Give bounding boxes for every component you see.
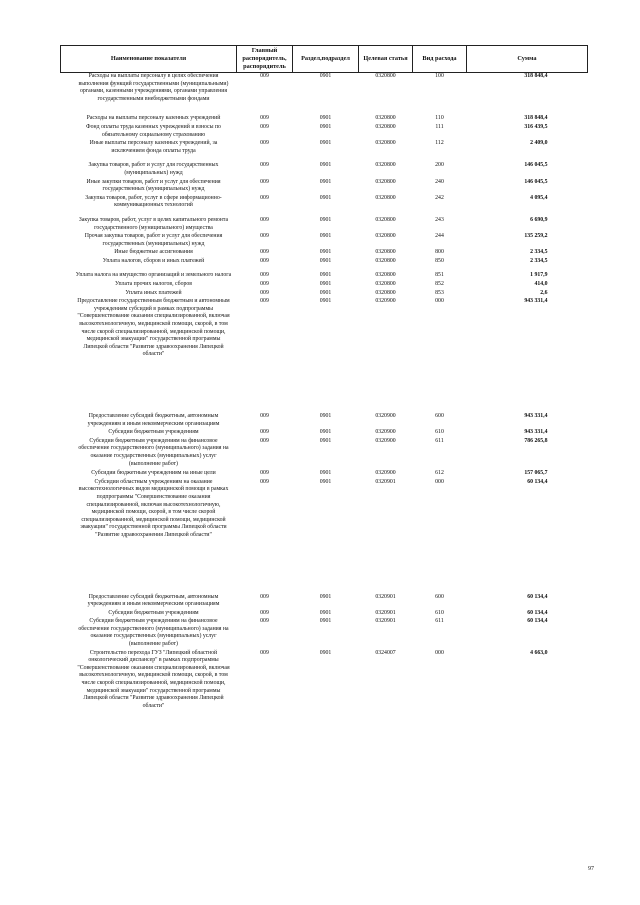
row-name: Иные выплаты персоналу казенных учреждений, за исключением фонда оплаты труда: [89, 140, 218, 154]
row-section: 0901: [319, 478, 332, 485]
row-article: 0320800: [375, 194, 396, 201]
row-sum: 318 848,4: [524, 115, 548, 122]
table-row: [61, 413, 588, 429]
row-grbs: 009: [260, 609, 269, 616]
row-article: 0320901: [375, 593, 396, 600]
row-sum: 943 331,4: [524, 413, 548, 419]
row-article: 0320900: [375, 413, 396, 419]
row-section: 0901: [319, 429, 332, 436]
row-section: 0901: [319, 233, 332, 240]
row-expense-type: 800: [435, 249, 444, 256]
row-grbs: 009: [260, 593, 269, 600]
budget-table: [60, 45, 588, 710]
row-section: 0901: [319, 413, 332, 419]
row-section: 0901: [319, 73, 332, 79]
row-grbs: 009: [260, 257, 269, 264]
row-article: 0320900: [375, 298, 396, 305]
row-article: 0320900: [375, 429, 396, 436]
row-grbs: 009: [260, 272, 269, 279]
header-name: Наименование показателя: [61, 46, 237, 73]
row-sum: 60 134,4: [527, 609, 548, 616]
row-grbs: 009: [260, 216, 269, 223]
row-expense-type: 600: [435, 593, 444, 600]
row-expense-type: 244: [435, 233, 444, 240]
row-expense-type: 611: [435, 618, 444, 625]
row-section: 0901: [319, 289, 332, 296]
table-row: [61, 298, 588, 413]
row-article: 0320901: [375, 609, 396, 616]
row-sum: 60 134,4: [527, 478, 548, 485]
row-name: Прочая закупка товаров, работ и услуг для обеспечения государственных (муниципальных) нужд: [84, 233, 223, 247]
row-expense-type: 851: [435, 272, 444, 279]
table-row: [61, 73, 588, 116]
row-expense-type: 242: [435, 194, 444, 201]
row-grbs: 009: [260, 162, 269, 169]
row-sum: 146 045,5: [524, 162, 548, 169]
row-section: 0901: [319, 115, 332, 122]
row-name: Строительство перехода ГУЗ "Липецкий областной онкологический диспансер" в рамках подпрограммы "Совершенствование оказания специализированной, включая высокотехнологичную, медицинской помощи, скорой, в том числе скорой специализированной, медицинской помощи, медицинской эвакуации" государственной программы Липецкой области "Развитие здравоохранения Липецкой области": [77, 649, 230, 709]
row-sum: 318 848,4: [524, 73, 548, 79]
row-expense-type: 100: [435, 73, 444, 79]
row-expense-type: 200: [435, 162, 444, 169]
row-article: 0320800: [375, 115, 396, 122]
row-expense-type: 110: [435, 115, 444, 122]
row-article: 0320900: [375, 470, 396, 477]
row-article: 0320800: [375, 140, 396, 147]
table-row: [61, 258, 588, 273]
row-grbs: 009: [260, 429, 269, 436]
row-grbs: 009: [260, 123, 269, 130]
row-grbs: 009: [260, 194, 269, 201]
table-row: [61, 124, 588, 140]
row-expense-type: 000: [435, 478, 444, 485]
table-row: [61, 281, 588, 290]
table-row: [61, 290, 588, 299]
table-row: [61, 115, 588, 124]
row-section: 0901: [319, 272, 332, 279]
row-name: Закупка товаров, работ и услуг для государственных (муниципальных) нужд: [88, 162, 219, 176]
row-grbs: 009: [260, 233, 269, 240]
row-expense-type: 240: [435, 178, 444, 185]
row-section: 0901: [319, 593, 332, 600]
row-name: Уплата налогов, сборов и иных платежей: [102, 257, 205, 264]
row-article: 0320900: [375, 437, 396, 444]
row-name: Субсидии бюджетным учреждениям: [108, 429, 199, 436]
row-grbs: 009: [260, 281, 269, 288]
table-row: [61, 429, 588, 438]
row-article: 0320901: [375, 618, 396, 625]
row-expense-type: 610: [435, 609, 444, 616]
row-expense-type: 000: [435, 649, 444, 656]
row-name: Предоставление субсидий бюджетным, автономным учреждениям и иным некоммерческим организациям: [87, 593, 220, 608]
row-sum: 2 334,5: [530, 257, 548, 264]
table-row: [61, 470, 588, 479]
row-section: 0901: [319, 281, 332, 288]
row-sum: 2 334,5: [530, 249, 548, 256]
row-expense-type: 243: [435, 216, 444, 223]
table-row: [61, 233, 588, 249]
row-name: Фонд оплаты труда казенных учреждений и взносы по обязательному социальному страхованию: [86, 123, 221, 138]
row-sum: 2,6: [540, 289, 548, 296]
row-expense-type: 612: [435, 470, 444, 477]
row-name: Субсидии областным учреждениям на оказание высокотехнологичных видов медицинской помощи в рамках подпрограммы "Совершенствование оказания специализированной, включая высокотехнологичную, медицинской помощи, скорой, в том числе скорой специализированной, медицинской помощи, медицинской эвакуации" государственной программы Липецкой области "Развитие здравоохранения Липецкой области": [78, 478, 229, 538]
row-section: 0901: [319, 470, 332, 477]
row-sum: 316 439,5: [524, 123, 548, 130]
table-row: [61, 140, 588, 162]
table-row: [61, 249, 588, 258]
row-sum: 1 917,9: [530, 272, 548, 279]
row-section: 0901: [319, 140, 332, 147]
header-sum: Сумма: [467, 46, 588, 73]
row-name: Субсидии бюджетным учреждениям на иные цели: [91, 470, 216, 477]
row-article: 0320800: [375, 73, 396, 79]
row-grbs: 009: [260, 298, 269, 305]
table-row: [61, 610, 588, 619]
header-expense-type: Вид расхода: [413, 46, 467, 73]
row-sum: 157 065,7: [524, 470, 548, 477]
table-row: [61, 179, 588, 195]
row-name: Иные бюджетные ассигнования: [114, 249, 193, 256]
row-sum: 786 265,8: [524, 437, 548, 444]
row-grbs: 009: [260, 470, 269, 477]
row-grbs: 009: [260, 115, 269, 122]
row-expense-type: 000: [435, 298, 444, 305]
row-grbs: 009: [260, 73, 269, 79]
row-section: 0901: [319, 123, 332, 130]
row-sum: 414,0: [534, 281, 548, 288]
table-row: [61, 438, 588, 470]
header-section: Раздел,подраздел: [293, 46, 359, 73]
row-section: 0901: [319, 216, 332, 223]
row-expense-type: 850: [435, 257, 444, 264]
table-row: [61, 272, 588, 281]
row-name: Иные закупки товаров, работ и услуг для обеспечения государственных (муниципальных) нужд: [86, 178, 221, 193]
row-article: 0320901: [375, 478, 396, 485]
row-grbs: 009: [260, 289, 269, 296]
row-name: Субсидии бюджетным учреждениям на финансовое обеспечение государственного (муниципального) задания на оказание государственных (муниципальных) услуг (выполнение работ): [78, 618, 229, 648]
table-row: [61, 479, 588, 594]
row-section: 0901: [319, 257, 332, 264]
row-article: 0320800: [375, 281, 396, 288]
row-sum: 60 134,4: [527, 593, 548, 600]
row-expense-type: 853: [435, 289, 444, 296]
row-article: 0320800: [375, 178, 396, 185]
row-expense-type: 600: [435, 413, 444, 419]
row-name: Предоставление субсидий бюджетным, автономным учреждениям и иным некоммерческим организациям: [87, 413, 220, 427]
row-article: 0320800: [375, 257, 396, 264]
row-name: Субсидии бюджетным учреждениям: [108, 609, 199, 616]
row-grbs: 009: [260, 478, 269, 485]
table-header-row: [61, 46, 588, 73]
row-sum: 4 663,0: [530, 649, 548, 656]
row-name: Уплата налога на имущество организаций и земельного налога: [75, 272, 232, 279]
row-article: 0320800: [375, 272, 396, 279]
row-section: 0901: [319, 194, 332, 201]
row-name: Закупка товаров, работ, услуг в целях капитального ремонта государственного (муниципального) имущества: [78, 216, 229, 231]
table-row: [61, 217, 588, 233]
table-row: [61, 162, 588, 178]
row-expense-type: 610: [435, 429, 444, 436]
row-sum: 943 331,4: [524, 429, 548, 436]
row-name: Закупка товаров, работ, услуг в сфере информационно-коммуникационных технологий: [85, 194, 222, 209]
row-sum: 135 259,2: [524, 233, 548, 240]
row-expense-type: 852: [435, 281, 444, 288]
header-grbs: Главный распорядитель, распорядитель: [237, 46, 293, 73]
row-section: 0901: [319, 437, 332, 444]
row-name: Уплата прочих налогов, сборов: [114, 281, 193, 288]
table-row: [61, 594, 588, 610]
table-row: [61, 195, 588, 217]
row-name: Уплата иных платежей: [125, 289, 182, 296]
table-row: [61, 618, 588, 649]
row-name: Субсидии бюджетным учреждениям на финансовое обеспечение государственного (муниципального) задания на оказание государственных (муниципальных) услуг (выполнение работ): [78, 437, 229, 467]
row-expense-type: 112: [435, 140, 444, 147]
row-article: 0320800: [375, 233, 396, 240]
row-name: Расходы на выплаты персоналу в целях обеспечения выполнения функций государственными (муниципальными) органами, казенными учреждениями, органами управления государственными внебюджетными фондами: [78, 73, 229, 102]
row-article: 0320800: [375, 289, 396, 296]
row-sum: 60 134,4: [527, 618, 548, 625]
table-row: [61, 650, 588, 711]
row-article: 0320800: [375, 123, 396, 130]
row-section: 0901: [319, 609, 332, 616]
row-section: 0901: [319, 649, 332, 656]
row-expense-type: 111: [435, 123, 444, 130]
row-section: 0901: [319, 162, 332, 169]
row-grbs: 009: [260, 140, 269, 147]
row-grbs: 009: [260, 618, 269, 625]
row-grbs: 009: [260, 178, 269, 185]
row-sum: 6 690,9: [530, 216, 548, 223]
row-section: 0901: [319, 178, 332, 185]
row-article: 0320800: [375, 249, 396, 256]
header-article: Целевая статья: [359, 46, 413, 73]
row-grbs: 009: [260, 249, 269, 256]
row-grbs: 009: [260, 413, 269, 419]
row-sum: 943 331,4: [524, 298, 548, 305]
row-sum: 4 095,4: [530, 194, 548, 201]
row-section: 0901: [319, 298, 332, 305]
row-article: 0320800: [375, 162, 396, 169]
row-name: Расходы на выплаты персоналу казенных учреждений: [86, 115, 221, 122]
row-sum: 2 409,0: [530, 140, 548, 147]
row-sum: 146 045,5: [524, 178, 548, 185]
row-grbs: 009: [260, 437, 269, 444]
row-name: Предоставление государственным бюджетным и автономным учреждениям субсидий в рамках подпрограммы "Совершенствование оказания специализированной, включая высокотехнологичную, медицинской помощи, скорой, в том числе скорой специализированной, медицинской помощи, медицинской эвакуации" государственной программы Липецкой области "Развитие здравоохранения Липецкой области": [77, 298, 230, 358]
row-grbs: 009: [260, 649, 269, 656]
row-article: 0324007: [375, 649, 396, 656]
row-section: 0901: [319, 618, 332, 625]
page-number: 97: [588, 866, 594, 872]
row-article: 0320800: [375, 216, 396, 223]
row-expense-type: 611: [435, 437, 444, 444]
row-section: 0901: [319, 249, 332, 256]
